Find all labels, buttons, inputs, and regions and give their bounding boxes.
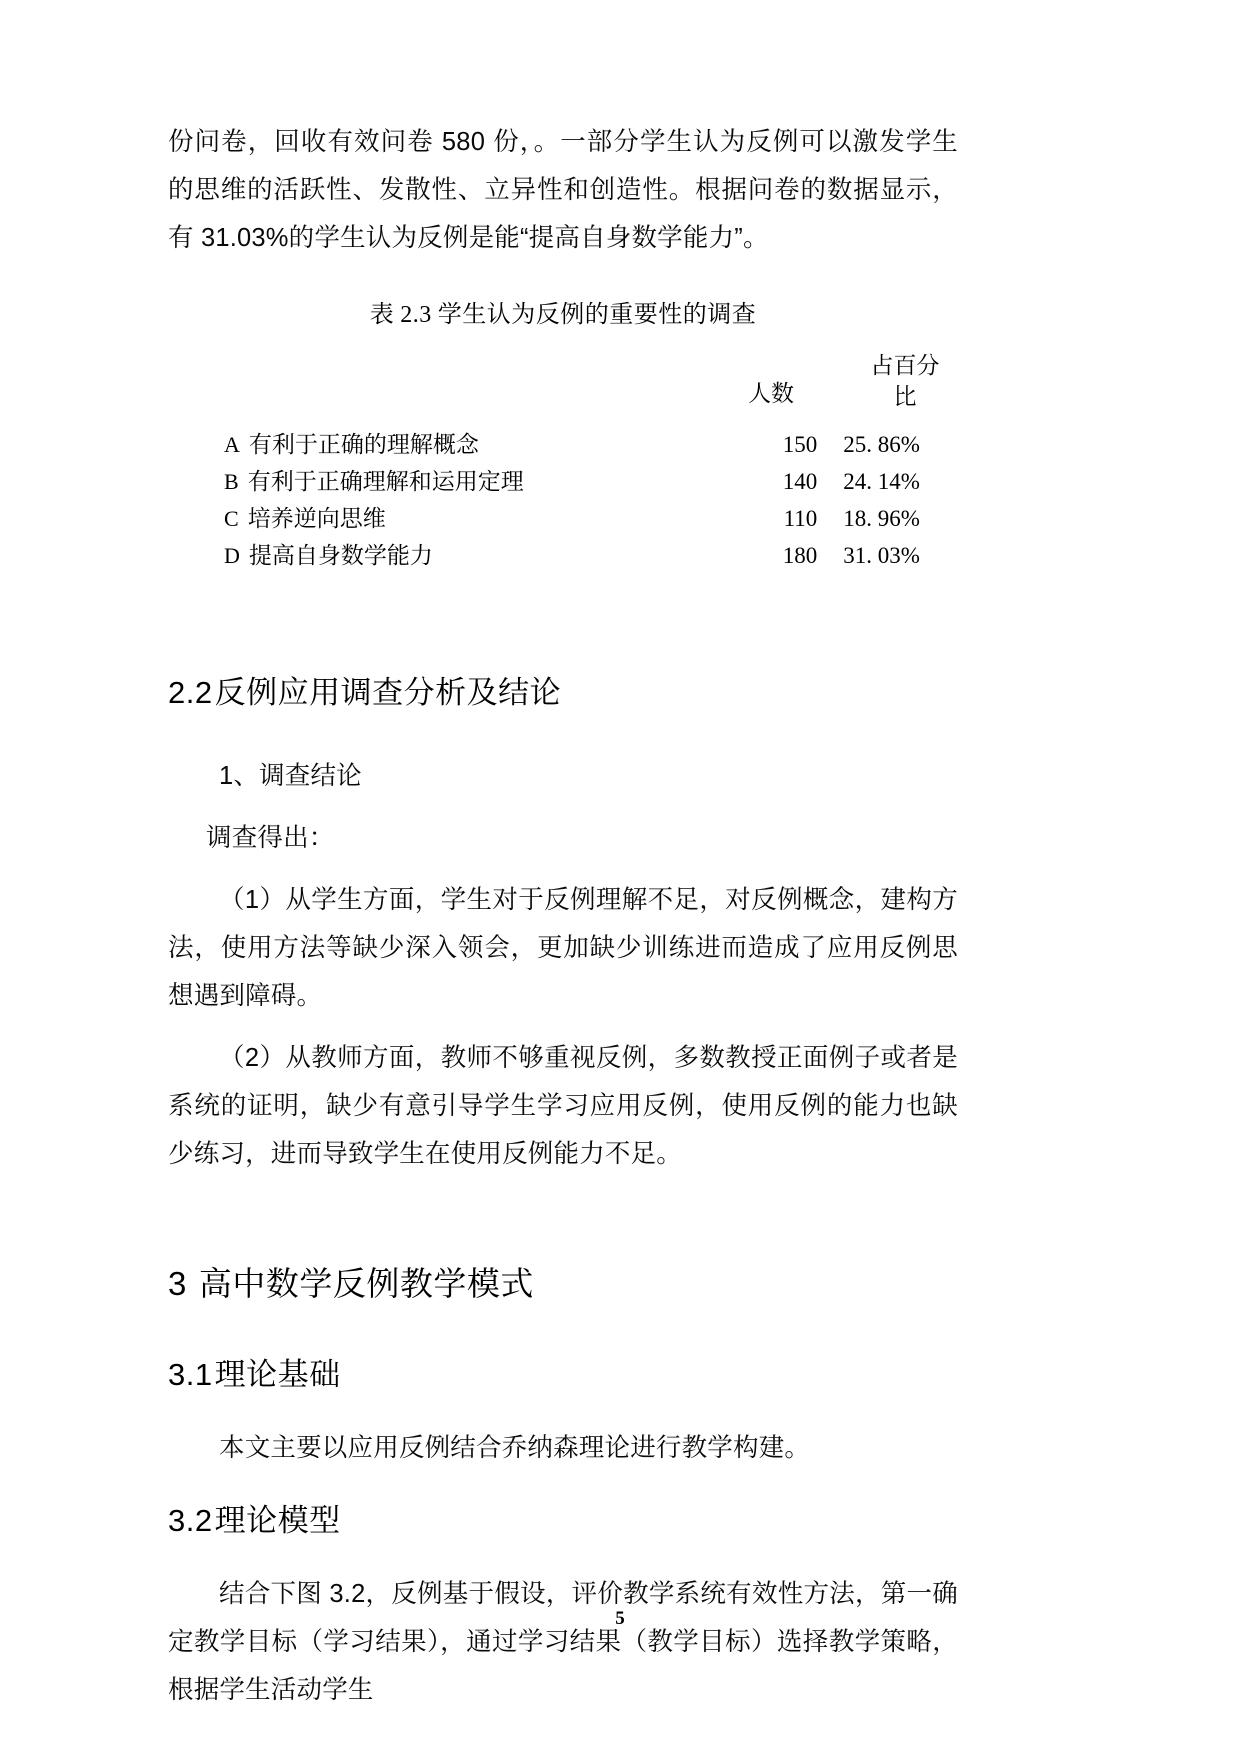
survey-table-body [168, 426, 958, 574]
paragraph-theory-basis: 本文主要以应用反例结合乔纳森理论进行教学构建。 [219, 1434, 811, 1462]
table-row [168, 537, 958, 574]
page-content [168, 118, 958, 1714]
heading-text: 理论基础 [214, 1357, 341, 1392]
spacer [168, 1238, 958, 1260]
spacer [168, 716, 958, 752]
option-label: 有利于正确理解和运用定理 [247, 468, 524, 494]
spacer [168, 262, 958, 298]
header-percent [825, 350, 958, 426]
option-letter: D [224, 543, 240, 568]
spacer [168, 1544, 958, 1570]
heading-text: 反例应用调查分析及结论 [214, 675, 562, 710]
survey-table-head [168, 350, 958, 426]
heading-number: 3.2 [168, 1503, 213, 1538]
table-caption [168, 298, 958, 332]
row-label-cell [168, 463, 717, 500]
option-letter: C [224, 506, 239, 531]
table-header-row [168, 350, 958, 426]
heading-text: 理论模型 [214, 1503, 341, 1538]
spacer [168, 644, 958, 670]
heading-section-2-2 [168, 670, 958, 716]
table-row [168, 426, 958, 463]
spacer [168, 1472, 958, 1498]
spacer [168, 800, 958, 814]
row-percent-cell: 24. 14% [843, 469, 920, 494]
header-percent-line2: 比 [893, 384, 917, 409]
heading-section-3-2 [168, 1498, 958, 1544]
heading-number: 2.2 [168, 675, 213, 710]
paragraph-conclusion-lead: 调查得出： [206, 824, 335, 852]
row-count-cell: 180 [782, 543, 818, 568]
spacer [168, 1398, 958, 1424]
spacer [168, 1308, 958, 1352]
heading-number: 3.1 [168, 1357, 213, 1392]
option-letter: B [224, 469, 239, 494]
heading-number: 3 [168, 1265, 187, 1302]
table-caption-number: 2.3 [400, 302, 432, 328]
header-count: 人数 [748, 381, 794, 406]
option-label: 提高自身数学能力 [248, 542, 433, 568]
table-caption-prefix: 表 [369, 301, 395, 328]
row-percent-cell: 31. 03% [843, 543, 920, 568]
table-caption-title: 学生认为反例的重要性的调查 [437, 301, 757, 328]
spacer [168, 862, 958, 876]
paragraph-intro: 份问卷，回收有效问卷 580 份，。一部分学生认为反例可以激发学生的思维的活跃性、发散性、立异性和创造性。根据问卷的数据显示，有 31.03%的学生认为反例是能“提高自身数学能力”。 [168, 128, 958, 252]
row-label-cell [168, 426, 717, 463]
paragraph-theory-model: 结合下图 3.2，反例基于假设，评价教学系统有效性方法，第一确定教学目标（学习结果），通过学习结果（教学目标）选择教学策略，根据学生活动学生 [168, 1580, 958, 1704]
row-label-cell [168, 500, 717, 537]
spacer [168, 1020, 958, 1034]
survey-table [168, 350, 958, 574]
row-percent-cell: 25. 86% [843, 432, 920, 457]
spacer [168, 1178, 958, 1238]
header-option [168, 350, 717, 426]
paragraph-point-1: （1）从学生方面，学生对于反例理解不足，对反例概念，建构方法，使用方法等缺少深入领会，更加缺少训练进而造成了应用反例思想遇到障碍。 [168, 886, 958, 1010]
paragraph-conclusion-label: 1、调查结论 [219, 762, 362, 790]
heading-section-3-1 [168, 1352, 958, 1398]
heading-section-3 [168, 1260, 958, 1308]
option-label: 有利于正确的理解概念 [248, 431, 479, 457]
heading-text: 高中数学反例教学模式 [198, 1265, 534, 1302]
table-row [168, 463, 958, 500]
row-count-cell: 150 [782, 432, 818, 457]
option-label: 培养逆向思维 [247, 505, 386, 531]
paragraph-point-2: （2）从教师方面，教师不够重视反例，多数教授正面例子或者是系统的证明，缺少有意引导学生学习应用反例，使用反例的能力也缺少练习，进而导致学生在使用反例能力不足。 [168, 1044, 958, 1168]
option-letter: A [224, 432, 240, 457]
table-row [168, 500, 958, 537]
row-label-cell [168, 537, 717, 574]
page-number: 5 [615, 1608, 625, 1629]
row-count-cell: 110 [783, 506, 818, 531]
row-count-cell: 140 [782, 469, 818, 494]
spacer [168, 574, 958, 644]
header-percent-line1: 占百分 [870, 353, 940, 378]
row-percent-cell: 18. 96% [843, 506, 920, 531]
